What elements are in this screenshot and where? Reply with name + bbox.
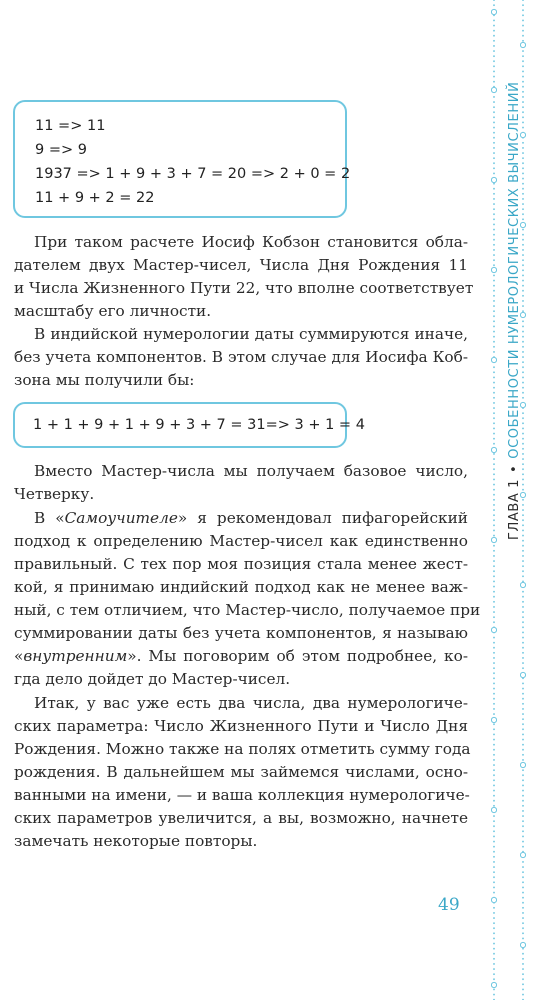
text-line: замечать некоторые повторы. — [14, 832, 258, 850]
text-fragment: » я рекомендовал пифагорейский — [177, 509, 468, 527]
formula-line: 11 + 9 + 2 = 22 — [35, 190, 155, 206]
text-line: кой, я принимаю индийский подход как не менее важ- — [14, 578, 468, 596]
text-fragment: « — [14, 647, 24, 665]
chapter-label: ГЛАВА 1 — [507, 478, 522, 540]
paragraph-indian-numerology — [14, 323, 468, 392]
text-line: правильный. С тех пор моя позиция стала менее жест- — [14, 555, 468, 573]
example-box-calculation — [13, 100, 351, 218]
text-fragment: В « — [34, 509, 65, 527]
text-line: ских параметров увеличится, а вы, возможно, начнете — [14, 809, 468, 827]
text-line: дателем двух Мастер-чисел, Числа Дня Рождения 11 — [14, 256, 468, 274]
text-line: При таком расчете Иосиф Кобзон становится обла- — [34, 233, 468, 251]
text-line: зона мы получили бы: — [14, 371, 195, 389]
text-line: Вместо Мастер-числа мы получаем базовое число, — [34, 462, 468, 480]
paragraph-kobzon-master-numbers — [14, 231, 474, 323]
text-line: рождения. В дальнейшем мы займемся числами, осно- — [14, 763, 468, 781]
formula-line: 1937 => 1 + 9 + 3 + 7 = 20 => 2 + 0 = 2 — [35, 166, 351, 182]
example-box-indian-sum — [13, 402, 365, 448]
text-line: суммировании даты без учета компонентов, я называю — [14, 624, 468, 642]
book-title: Самоучителе — [64, 509, 178, 527]
text-line: ный, с тем отличием, что Мастер-число, получаемое при — [14, 601, 481, 619]
text-line: ских параметра: Число Жизненного Пути и Число Дня — [14, 717, 468, 735]
bullet-separator: • — [507, 464, 522, 473]
text-line: подход к определению Мастер-чисел как единственно — [14, 532, 468, 550]
emphasis-term: внутренним — [23, 647, 128, 665]
text-line: В индийской нумерологии даты суммируются иначе, — [34, 325, 468, 343]
paragraph-instead-master-number — [14, 460, 468, 506]
text-line: ванными на имени, — и ваша коллекция нумерологиче- — [14, 786, 470, 804]
running-head-text — [506, 82, 524, 540]
text-line: без учета компонентов. В этом случае для Иосифа Коб- — [14, 348, 468, 366]
text-line: масштабу его личности. — [14, 302, 212, 320]
dotted-rule-left — [491, 0, 497, 1000]
text-fragment: ». Мы поговорим об этом подробнее, ко- — [127, 647, 468, 665]
text-line: и Числа Жизненного Пути 22, что вполне соответствует — [14, 279, 474, 297]
formula-line: 1 + 1 + 9 + 1 + 9 + 3 + 7 = 31=> 3 + 1 = 4 — [33, 417, 365, 433]
paragraph-two-numbers — [14, 692, 471, 853]
text-line — [14, 645, 468, 668]
text-line: Итак, у вас уже есть два числа, два нумерологиче- — [34, 694, 468, 712]
formula-line: 9 => 9 — [35, 142, 87, 158]
text-line: гда дело дойдет до Мастер-чисел. — [14, 670, 291, 688]
margin-sidebar — [472, 0, 535, 1000]
paragraph-self-teacher — [14, 507, 481, 691]
text-line: Четверку. — [14, 485, 95, 503]
page-number: 49 — [438, 895, 460, 915]
formula-line: 11 => 11 — [35, 118, 106, 134]
section-title: ОСОБЕННОСТИ НУМЕРОЛОГИЧЕСКИХ ВЫЧИСЛЕНИЙ — [507, 81, 522, 459]
text-line: Рождения. Можно также на полях отметить сумму года — [14, 740, 471, 758]
text-line — [14, 507, 468, 530]
